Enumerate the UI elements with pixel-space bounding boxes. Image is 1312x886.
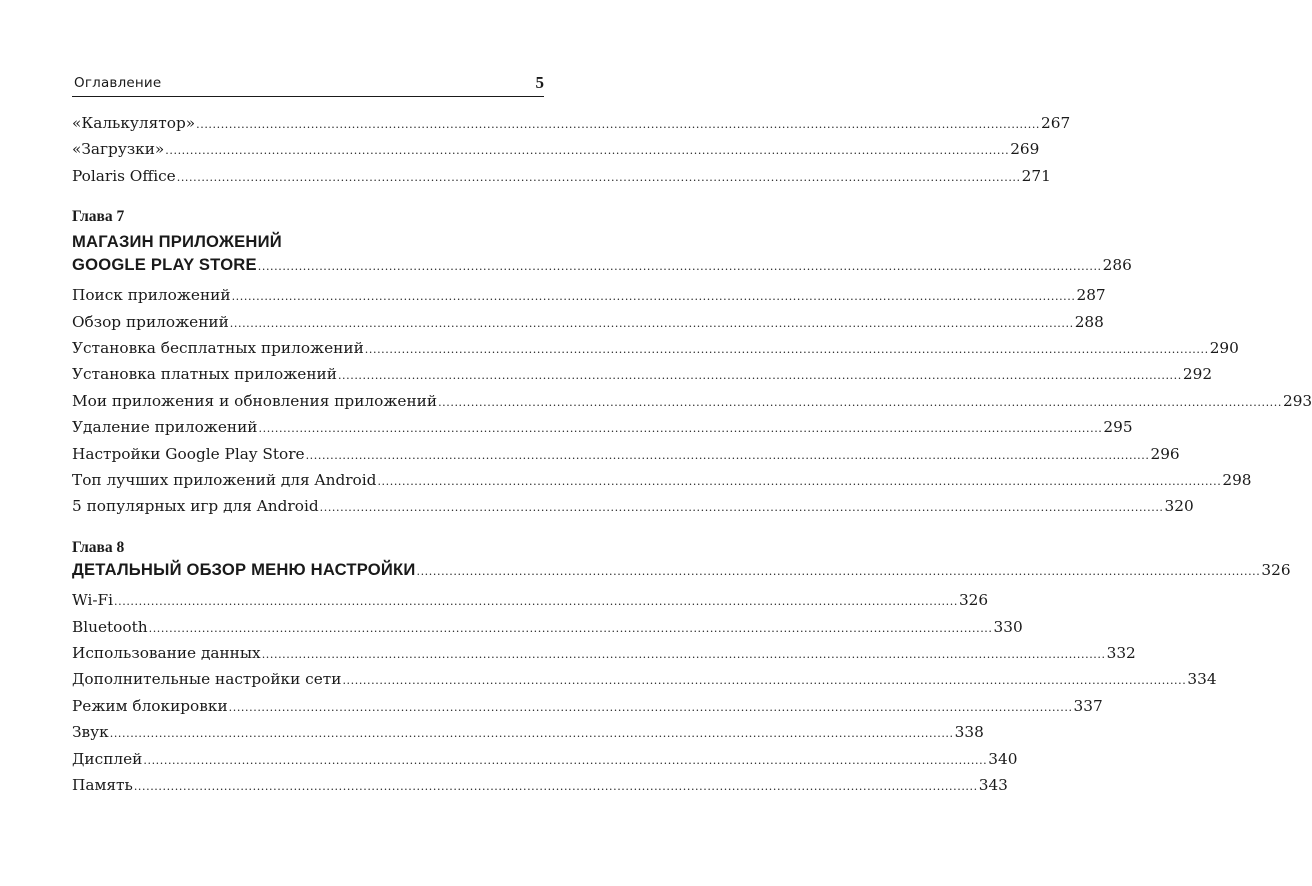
chapter-title-entry <box>72 559 1291 586</box>
toc-entry-title: Wi-Fi <box>72 591 114 610</box>
toc-entry <box>72 670 1217 696</box>
dot-leader: .............................................................................................................................................................................................................. <box>416 564 1261 578</box>
toc-entry-title: Память <box>72 775 133 794</box>
dot-leader: .............................................................................................................................................................................................................. <box>228 700 1073 714</box>
running-header <box>72 72 544 97</box>
toc-entry-page: 287 <box>1076 286 1106 305</box>
running-title: Оглавление <box>74 75 162 91</box>
dot-leader: .............................................................................................................................................................................................................. <box>438 395 1282 409</box>
dot-leader: .............................................................................................................................................................................................................. <box>109 727 954 741</box>
toc-entry <box>72 643 1136 670</box>
toc-entry-page: 337 <box>1073 696 1103 715</box>
dot-leader: .............................................................................................................................................................................................................. <box>176 170 1021 184</box>
toc-entry-title: 5 популярных игр для Android <box>72 497 319 516</box>
toc-entry <box>72 497 1194 523</box>
toc-entry-page: 330 <box>993 617 1023 636</box>
page-number: 5 <box>535 73 544 92</box>
toc-entry-page: 288 <box>1074 312 1104 331</box>
toc-entry-title: «Загрузки» <box>72 140 165 159</box>
dot-leader: .............................................................................................................................................................................................................. <box>133 779 978 793</box>
toc-entry <box>72 591 989 617</box>
chapter-8 <box>72 536 1291 803</box>
toc-entry-page: 332 <box>1106 643 1136 662</box>
toc-entry <box>72 365 1213 391</box>
toc-entry <box>72 723 984 749</box>
dot-leader: .............................................................................................................................................................................................................. <box>364 342 1209 356</box>
toc-entry-page: 298 <box>1222 470 1252 489</box>
chapter-title-entry <box>72 254 1132 281</box>
dot-leader: .............................................................................................................................................................................................................. <box>305 448 1150 462</box>
toc-entry-page: 338 <box>954 723 984 742</box>
chapter-page: 326 <box>1261 560 1291 579</box>
toc-entry-title: «Калькулятор» <box>72 114 196 132</box>
chapter-title: GOOGLE PLAY STORE <box>72 254 257 274</box>
dot-leader: .............................................................................................................................................................................................................. <box>114 595 958 609</box>
toc-entry-title: Обзор приложений <box>72 312 229 331</box>
dot-leader: .............................................................................................................................................................................................................. <box>257 259 1102 273</box>
toc-entry-title: Мои приложения и обновления приложений <box>72 391 438 410</box>
dot-leader: .............................................................................................................................................................................................................. <box>261 647 1106 661</box>
toc-entry-page: 320 <box>1164 497 1194 516</box>
toc-entry-title: Поиск приложений <box>72 286 231 305</box>
toc-entry <box>72 114 1071 140</box>
dot-leader: .............................................................................................................................................................................................................. <box>231 290 1076 304</box>
dot-leader: .............................................................................................................................................................................................................. <box>165 144 1010 158</box>
dot-leader: .............................................................................................................................................................................................................. <box>229 316 1074 330</box>
toc-entry-title: Использование данных <box>72 643 261 662</box>
dot-leader: .............................................................................................................................................................................................................. <box>258 422 1103 436</box>
table-of-contents <box>72 114 1312 802</box>
toc-entry-title: Установка бесплатных приложений <box>72 338 364 357</box>
toc-entry-title: Дисплей <box>72 749 143 768</box>
book-page <box>72 0 1312 886</box>
chapter-title-line: МАГАЗИН ПРИЛОЖЕНИЙ <box>72 232 282 252</box>
toc-entry-title: Режим блокировки <box>72 696 228 715</box>
toc-entry-page: 326 <box>958 591 989 610</box>
toc-entry <box>72 470 1252 497</box>
dot-leader: .............................................................................................................................................................................................................. <box>196 118 1041 131</box>
toc-entry-title: Настройки Google Play Store <box>72 444 305 463</box>
toc-entry-page: 290 <box>1209 338 1239 357</box>
toc-entry-title: Звук <box>72 723 109 742</box>
toc-entry <box>72 312 1104 339</box>
toc-entry <box>72 286 1106 312</box>
dot-leader: .............................................................................................................................................................................................................. <box>337 369 1182 383</box>
toc-entry-page: 269 <box>1010 140 1040 159</box>
toc-entry-title: Удаление приложений <box>72 418 258 437</box>
toc-entry <box>72 338 1239 365</box>
chapter-label: Глава 8 <box>72 538 125 556</box>
toc-entry <box>72 696 1103 723</box>
toc-entry <box>72 775 1008 802</box>
toc-entry <box>72 444 1180 471</box>
dot-leader: .............................................................................................................................................................................................................. <box>319 501 1164 515</box>
toc-entry-title: Дополнительные настройки сети <box>72 670 342 689</box>
toc-entry <box>72 166 1051 193</box>
toc-entry-page: 343 <box>978 775 1008 794</box>
toc-entry <box>72 391 1312 418</box>
toc-entry <box>72 617 1023 644</box>
dot-leader: .............................................................................................................................................................................................................. <box>377 474 1222 488</box>
toc-entry-page: 296 <box>1150 444 1180 463</box>
chapter-label: Глава 7 <box>72 208 125 226</box>
chapter-page: 286 <box>1102 255 1132 274</box>
toc-entry-page: 292 <box>1182 365 1213 384</box>
toc-entry <box>72 418 1133 444</box>
toc-entry-title: Топ лучших приложений для Android <box>72 470 377 489</box>
toc-entry-page: 334 <box>1187 670 1217 689</box>
toc-entry-page: 293 <box>1282 391 1312 410</box>
toc-entry-title: Bluetooth <box>72 617 148 636</box>
toc-entry-page: 267 <box>1041 114 1071 132</box>
toc-entry-page: 340 <box>988 749 1018 768</box>
dot-leader: .............................................................................................................................................................................................................. <box>342 674 1187 688</box>
toc-entry-page: 295 <box>1103 418 1133 437</box>
chapter-7 <box>72 205 1312 524</box>
toc-entry-page: 271 <box>1021 166 1051 185</box>
dot-leader: .............................................................................................................................................................................................................. <box>148 621 993 635</box>
toc-entry-title: Установка платных приложений <box>72 365 337 384</box>
dot-leader: .............................................................................................................................................................................................................. <box>143 753 988 767</box>
toc-entry-title: Polaris Office <box>72 166 176 185</box>
toc-entry <box>72 749 1018 776</box>
toc-entry <box>72 140 1040 166</box>
chapter-title: ДЕТАЛЬНЫЙ ОБЗОР МЕНЮ НАСТРОЙКИ <box>72 559 416 579</box>
